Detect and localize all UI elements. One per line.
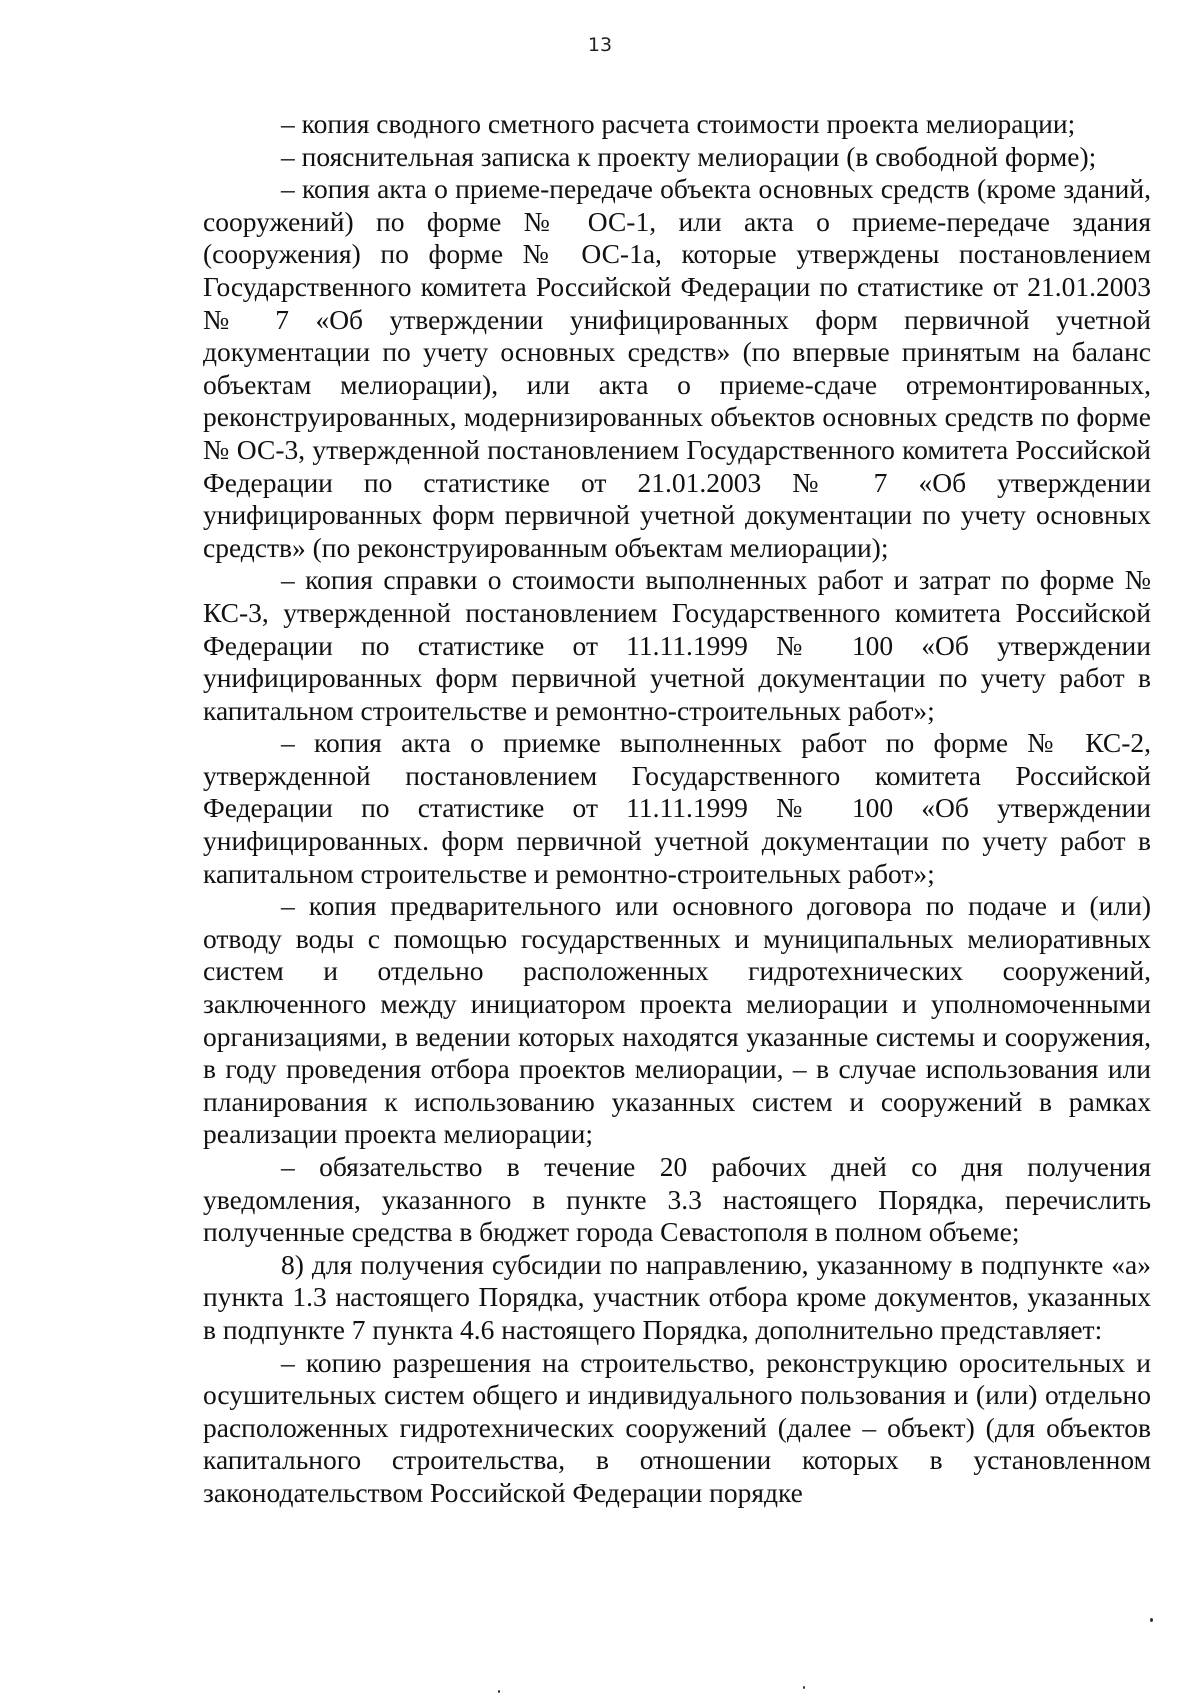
paragraph-estimate-copy: – копия сводного сметного расчета стоимости проекта мелиорации;	[281, 108, 1076, 139]
paragraph-ks3-certificate: – копия справки о стоимости выполненных работ и затрат по форме № КС-3, утвержденной постановлением Государственного комитета Российской Федерации по статистике от 11.11.1999 № 100 «Об утверждении унифицированных форм первичной учетной документации по учету работ в капитальном строительстве и ремонтно-строительных работ»;	[203, 564, 1151, 726]
paragraph-acceptance-act-os: – копия акта о приеме-передаче объекта основных средств (кроме зданий, сооружений) по форме № ОС-1, или акта о приеме-передаче здания (сооружения) по форме № ОС-1а, которые утверждены постановлением Государственного комитета Российской Федерации по статистике от 21.01.2003 № 7 «Об утверждении унифицированных форм первичной учетной документации по учету основных средств» (по впервые принятым на баланс объектам мелиорации), или акта о приеме-сдаче отремонтированных, реконструированных, модернизированных объектов основных средств по форме № ОС-3, утвержденной постановлением Государственного комитета Российской Федерации по статистике от 21.01.2003 № 7 «Об утверждении унифицированных форм первичной учетной документации по учету основных средств» (по реконструированным объектам мелиорации);	[203, 173, 1151, 563]
paragraph-obligation: – обязательство в течение 20 рабочих дней со дня получения уведомления, указанного в пункте 3.3 настоящего Порядка, перечислить полученные средства в бюджет города Севастополя в полном объеме;	[203, 1151, 1151, 1248]
scan-speck	[498, 1690, 500, 1693]
paragraph-water-supply-contract: – копия предварительного или основного договора по подаче и (или) отводу воды с помощью государственных и муниципальных мелиоративных систем и отдельно расположенных гидротехнических сооружений, заключенного между инициатором проекта мелиорации и уполномоченными организациями, в ведении которых находятся указанные системы и сооружения, в году проведения отбора проектов мелиорации, – в случае использования или планирования к использованию указанных систем и сооружений в рамках реализации проекта мелиорации;	[203, 890, 1151, 1150]
scan-speck	[1150, 1618, 1153, 1622]
paragraph-item-8: 8) для получения субсидии по направлению, указанному в подпункте «а» пункта 1.3 настоящего Порядка, участник отбора кроме документов, указанных в подпункте 7 пункта 4.6 настоящего Порядка, дополнительно представляет:	[203, 1248, 1151, 1345]
paragraph-construction-permit: – копию разрешения на строительство, реконструкцию оросительных и осушительных систем общего и индивидуального пользования и (или) отдельно расположенных гидротехнических сооружений (далее – объект) (для объектов капитального строительства, в отношении которых в установленном законодательством Российской Федерации порядке	[203, 1346, 1151, 1508]
document-body	[203, 108, 1151, 1510]
paragraph-ks2-act: – копия акта о приемке выполненных работ по форме № КС-2, утвержденной постановлением Государственного комитета Российской Федерации по статистике от 11.11.1999 № 100 «Об утверждении унифицированных. форм первичной учетной документации по учету работ в капитальном строительстве и ремонтно-строительных работ»;	[203, 727, 1151, 889]
page-number: 13	[587, 34, 613, 56]
paragraph-explanatory-note: – пояснительная записка к проекту мелиорации (в свободной форме);	[281, 140, 1097, 172]
scan-speck	[803, 1686, 805, 1689]
